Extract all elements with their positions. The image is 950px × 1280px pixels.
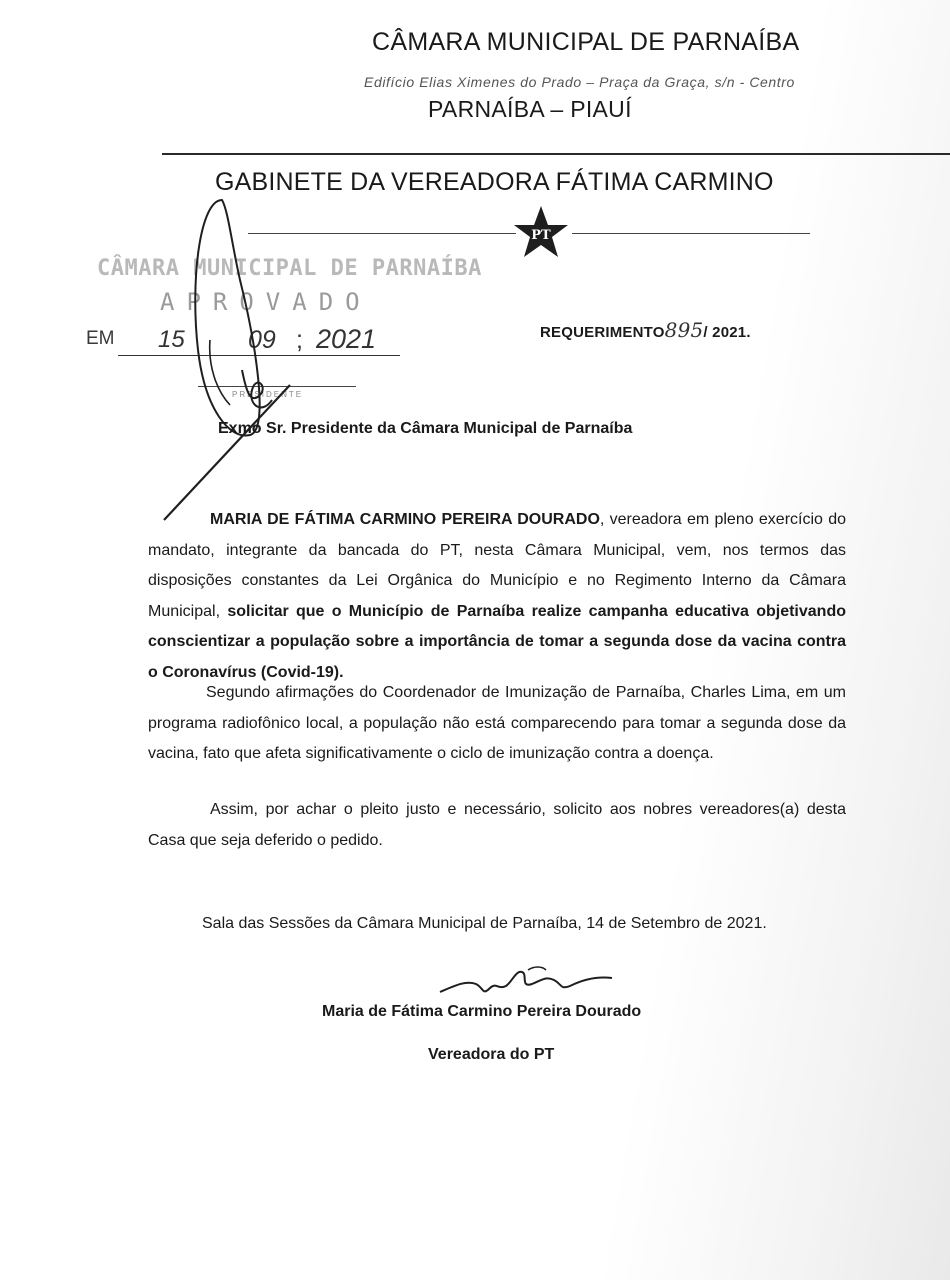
institution-name: CÂMARA MUNICIPAL DE PARNAÍBA bbox=[372, 28, 800, 56]
request-statement: solicitar que o Município de Parnaíba realize campanha educativa objetivando conscientizar a população sobre a importância de tomar a segunda dose da vacina contra o Coronavírus (Covid-19). bbox=[148, 602, 846, 681]
party-star-logo bbox=[512, 204, 570, 262]
institution-city: PARNAÍBA – PIAUÍ bbox=[428, 96, 632, 122]
party-logo-text: PT bbox=[531, 228, 551, 243]
closing-line: Sala das Sessões da Câmara Municipal de Parnaíba, 14 de Setembro de 2021. bbox=[202, 915, 767, 932]
approval-signature-scribble bbox=[150, 190, 410, 540]
stamp-title: CÂMARA MUNICIPAL DE PARNAÍBA bbox=[97, 256, 482, 281]
signer-name: Maria de Fátima Carmino Pereira Dourado bbox=[322, 1003, 642, 1020]
office-title: GABINETE DA VEREADORA FÁTIMA CARMINO bbox=[215, 168, 774, 196]
request-year: / 2021. bbox=[703, 324, 751, 341]
request-label: REQUERIMENTO bbox=[540, 324, 665, 341]
paragraph-2: Segundo afirmações do Coordenador de Imunização de Parnaíba, Charles Lima, em um programa radiofônico local, a população não está comparecendo para tomar a segunda dose da vacina, fato que afeta significativamente o ciclo de imunização contra a doença. bbox=[148, 684, 846, 762]
stamp-day: 15 bbox=[158, 326, 185, 353]
addressee: Exmo Sr. Presidente da Câmara Municipal de Parnaíba bbox=[218, 420, 633, 437]
author-signature bbox=[436, 958, 616, 1002]
paragraph-1 bbox=[148, 505, 846, 688]
signer-role: Vereadora do PT bbox=[428, 1046, 555, 1063]
stamp-status: APROVADO bbox=[160, 288, 372, 316]
stamp-date-separator: ; bbox=[296, 326, 303, 354]
request-number bbox=[540, 318, 751, 342]
paragraph-3: Assim, por achar o pleito justo e necessário, solicito aos nobres vereadores(a) desta Casa que seja deferido o pedido. bbox=[148, 801, 846, 849]
stamp-footer: PRESIDENTE bbox=[232, 390, 304, 399]
institution-address: Edifício Elias Ximenes do Prado – Praça da Graça, s/n - Centro bbox=[364, 74, 795, 90]
stamp-em-label: EM bbox=[86, 328, 115, 349]
request-number-value: 895 bbox=[664, 318, 704, 342]
logo-line-right bbox=[572, 233, 810, 234]
stamp-year: 2021 bbox=[316, 324, 377, 354]
stamp-month: 09 bbox=[248, 326, 276, 354]
header-divider bbox=[162, 153, 950, 155]
paragraph-1-text: , vereadora em pleno exercício do mandato, integrante da bancada do PT, nesta Câmara Municipal, vem, nos termos das disposições constantes da Lei Orgânica do Município e no Regimento Interno da Câmara Municipal, bbox=[148, 511, 846, 620]
requester-name: MARIA DE FÁTIMA CARMINO PEREIRA DOURADO bbox=[210, 511, 600, 528]
